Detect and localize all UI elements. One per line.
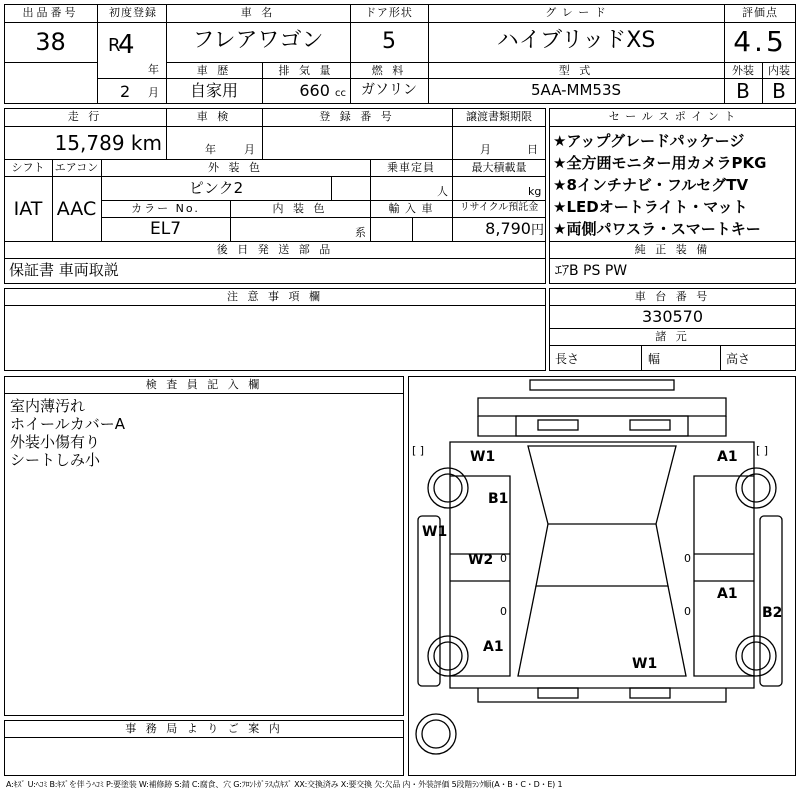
sales-point-1: ★アップグレードパッケージ [553, 132, 745, 150]
year-unit: 年 [148, 63, 159, 76]
chassis-no: 330570 [641, 307, 704, 326]
max-load-unit: kg [528, 185, 542, 198]
recycle-value: 8,790 [485, 219, 531, 238]
hood-outline [478, 398, 726, 416]
displacement [262, 83, 346, 99]
max-load-label: 最大積載量 [471, 161, 527, 174]
mark-b2: B2 [762, 605, 783, 621]
equipment: ｴｱB PS PW [555, 263, 628, 279]
inspector-notes [10, 397, 125, 469]
zero-4: 0 [684, 605, 691, 618]
reg-no-label: 登 録 番 号 [319, 110, 395, 123]
later-parts-label: 後 日 発 送 部 品 [216, 243, 334, 256]
ext-score: B [736, 79, 750, 103]
ac: AAC [56, 198, 97, 220]
height-label: 高さ [726, 352, 751, 366]
first-reg-label: 初度登録 [109, 6, 157, 19]
door-label: ドア形状 [365, 6, 413, 19]
inspector-note-2: ホイールカバーA [10, 415, 125, 433]
recycle [452, 221, 544, 237]
lot-no: 38 [35, 28, 66, 56]
int-label: 内装 [768, 64, 790, 77]
color-no: EL7 [149, 219, 182, 239]
mileage-value: 15,789 [54, 131, 125, 155]
mileage-unit: km [130, 131, 162, 155]
displacement-unit: cc [335, 88, 346, 99]
recycle-label: リサイクル預託金 [459, 202, 539, 213]
front-body [478, 416, 726, 436]
later-parts: 保証書 車両取説 [9, 261, 119, 279]
month-unit: 月 [148, 86, 159, 99]
era: R [108, 35, 121, 56]
specs-label: 諸 元 [655, 330, 690, 343]
lot-no-label: 出品番号 [22, 6, 79, 19]
history-label: 車 歴 [196, 64, 232, 77]
inspector-note-4: シートしみ小 [10, 451, 101, 469]
transfer-day-unit: 日 [527, 143, 538, 156]
equipment-label: 純 正 装 備 [634, 243, 711, 256]
office-label: 事 務 局 よ り ご 案 内 [125, 722, 283, 735]
mileage [4, 133, 162, 153]
transfer-label: 譲渡書類期限 [466, 110, 532, 123]
year: 4 [118, 30, 135, 60]
int-score: B [772, 79, 786, 103]
chassis-label: 車 台 番 号 [634, 290, 711, 303]
sales-point-label: セ ー ル ス ポ イ ン ト [608, 110, 737, 123]
rear-bumper [538, 688, 578, 698]
zero-2: 0 [684, 552, 691, 565]
int-color-unit: 系 [355, 226, 366, 239]
score-label: 評価点 [742, 6, 778, 19]
mark-w1-rear: W1 [632, 656, 658, 672]
shift: IAT [13, 198, 43, 220]
inspector-label: 検 査 員 記 入 欄 [145, 378, 263, 391]
ext-label: 外装 [732, 64, 754, 77]
sales-point-list [553, 130, 766, 240]
sales-point-3: ★8インチナビ・フルセグTV [553, 176, 749, 194]
legend: A:ｷｽﾞ U:ﾍｺﾐ B:ｷｽﾞを伴うﾍｺﾐ P:要塗装 W:補修跡 S:錆 C:腐食、穴 G:ﾌﾛﾝﾄｶﾞﾗｽ点ｷｽﾞ XX:交換済み X:要交換 欠:欠品 内・外装評価 5段階ﾗﾝｸ順(A・B・C・D・E) 1 [6, 780, 563, 789]
ext-color: ピンク2 [188, 179, 244, 197]
mark-w1-left: W1 [422, 524, 448, 540]
mark-a1-front-right: A1 [717, 449, 738, 465]
width-label: 幅 [648, 352, 661, 366]
import-label: 輸 入 車 [388, 202, 434, 215]
ac-label: エアコン [54, 161, 99, 174]
mark-w1-front: W1 [470, 449, 496, 465]
zero-3: 0 [500, 605, 507, 618]
color-no-label: カラー No. [131, 202, 200, 215]
bracket-right: [ ] [756, 444, 769, 457]
mark-w2: W2 [468, 552, 494, 568]
recycle-unit: 円 [530, 223, 544, 238]
car-name-label: 車 名 [240, 6, 276, 19]
displacement-label: 排 気 量 [278, 64, 334, 77]
shift-label: シフト [11, 161, 45, 174]
bracket-left: [ ] [412, 444, 425, 457]
inspector-note-1: 室内薄汚れ [10, 397, 86, 415]
mark-b1: B1 [488, 491, 509, 507]
car-diagram-drawing [408, 376, 796, 776]
ext-color-label: 外 装 色 [208, 161, 263, 174]
displacement-value: 660 [299, 81, 330, 100]
mark-a1-right: A1 [717, 586, 738, 602]
notes-label: 注 意 事 項 欄 [227, 290, 323, 303]
right-side [694, 476, 754, 676]
sales-point-4: ★LEDオートライト・マット [553, 198, 748, 216]
sales-point-2: ★全方囲モニター用カメラPKG [553, 154, 767, 172]
month: 2 [120, 82, 131, 101]
car-name: フレアワゴン [192, 28, 324, 53]
model: 5AA-MM53S [530, 81, 622, 99]
transfer-month-unit: 月 [480, 143, 491, 156]
inspection-month-unit: 月 [244, 143, 255, 156]
inspector-note-3: 外装小傷有り [10, 433, 101, 451]
score: 4.5 [733, 25, 787, 58]
fuel-label: 燃 料 [371, 64, 407, 77]
windshield [516, 416, 688, 436]
length-label: 長さ [555, 352, 580, 366]
fuel: ガソリン [361, 82, 417, 98]
front-bumper [530, 380, 674, 390]
inspection-label: 車 検 [196, 110, 232, 123]
history: 自家用 [189, 81, 238, 100]
grade: ハイブリッドXS [496, 28, 656, 53]
mark-a1-rear-left: A1 [483, 639, 504, 655]
capacity-label: 乗車定員 [387, 161, 435, 174]
capacity-unit: 人 [437, 185, 448, 198]
door: 5 [382, 29, 396, 54]
mileage-label: 走 行 [67, 110, 103, 123]
roof-outline [528, 446, 676, 524]
grade-label: グ レ ー ド [545, 6, 607, 19]
zero-1: 0 [500, 552, 507, 565]
inspection-year-unit: 年 [205, 143, 216, 156]
model-label: 型 式 [558, 64, 594, 77]
sales-point-5: ★両側パワスラ・スマートキー [553, 220, 761, 238]
int-color-label: 内 装 色 [272, 202, 328, 215]
